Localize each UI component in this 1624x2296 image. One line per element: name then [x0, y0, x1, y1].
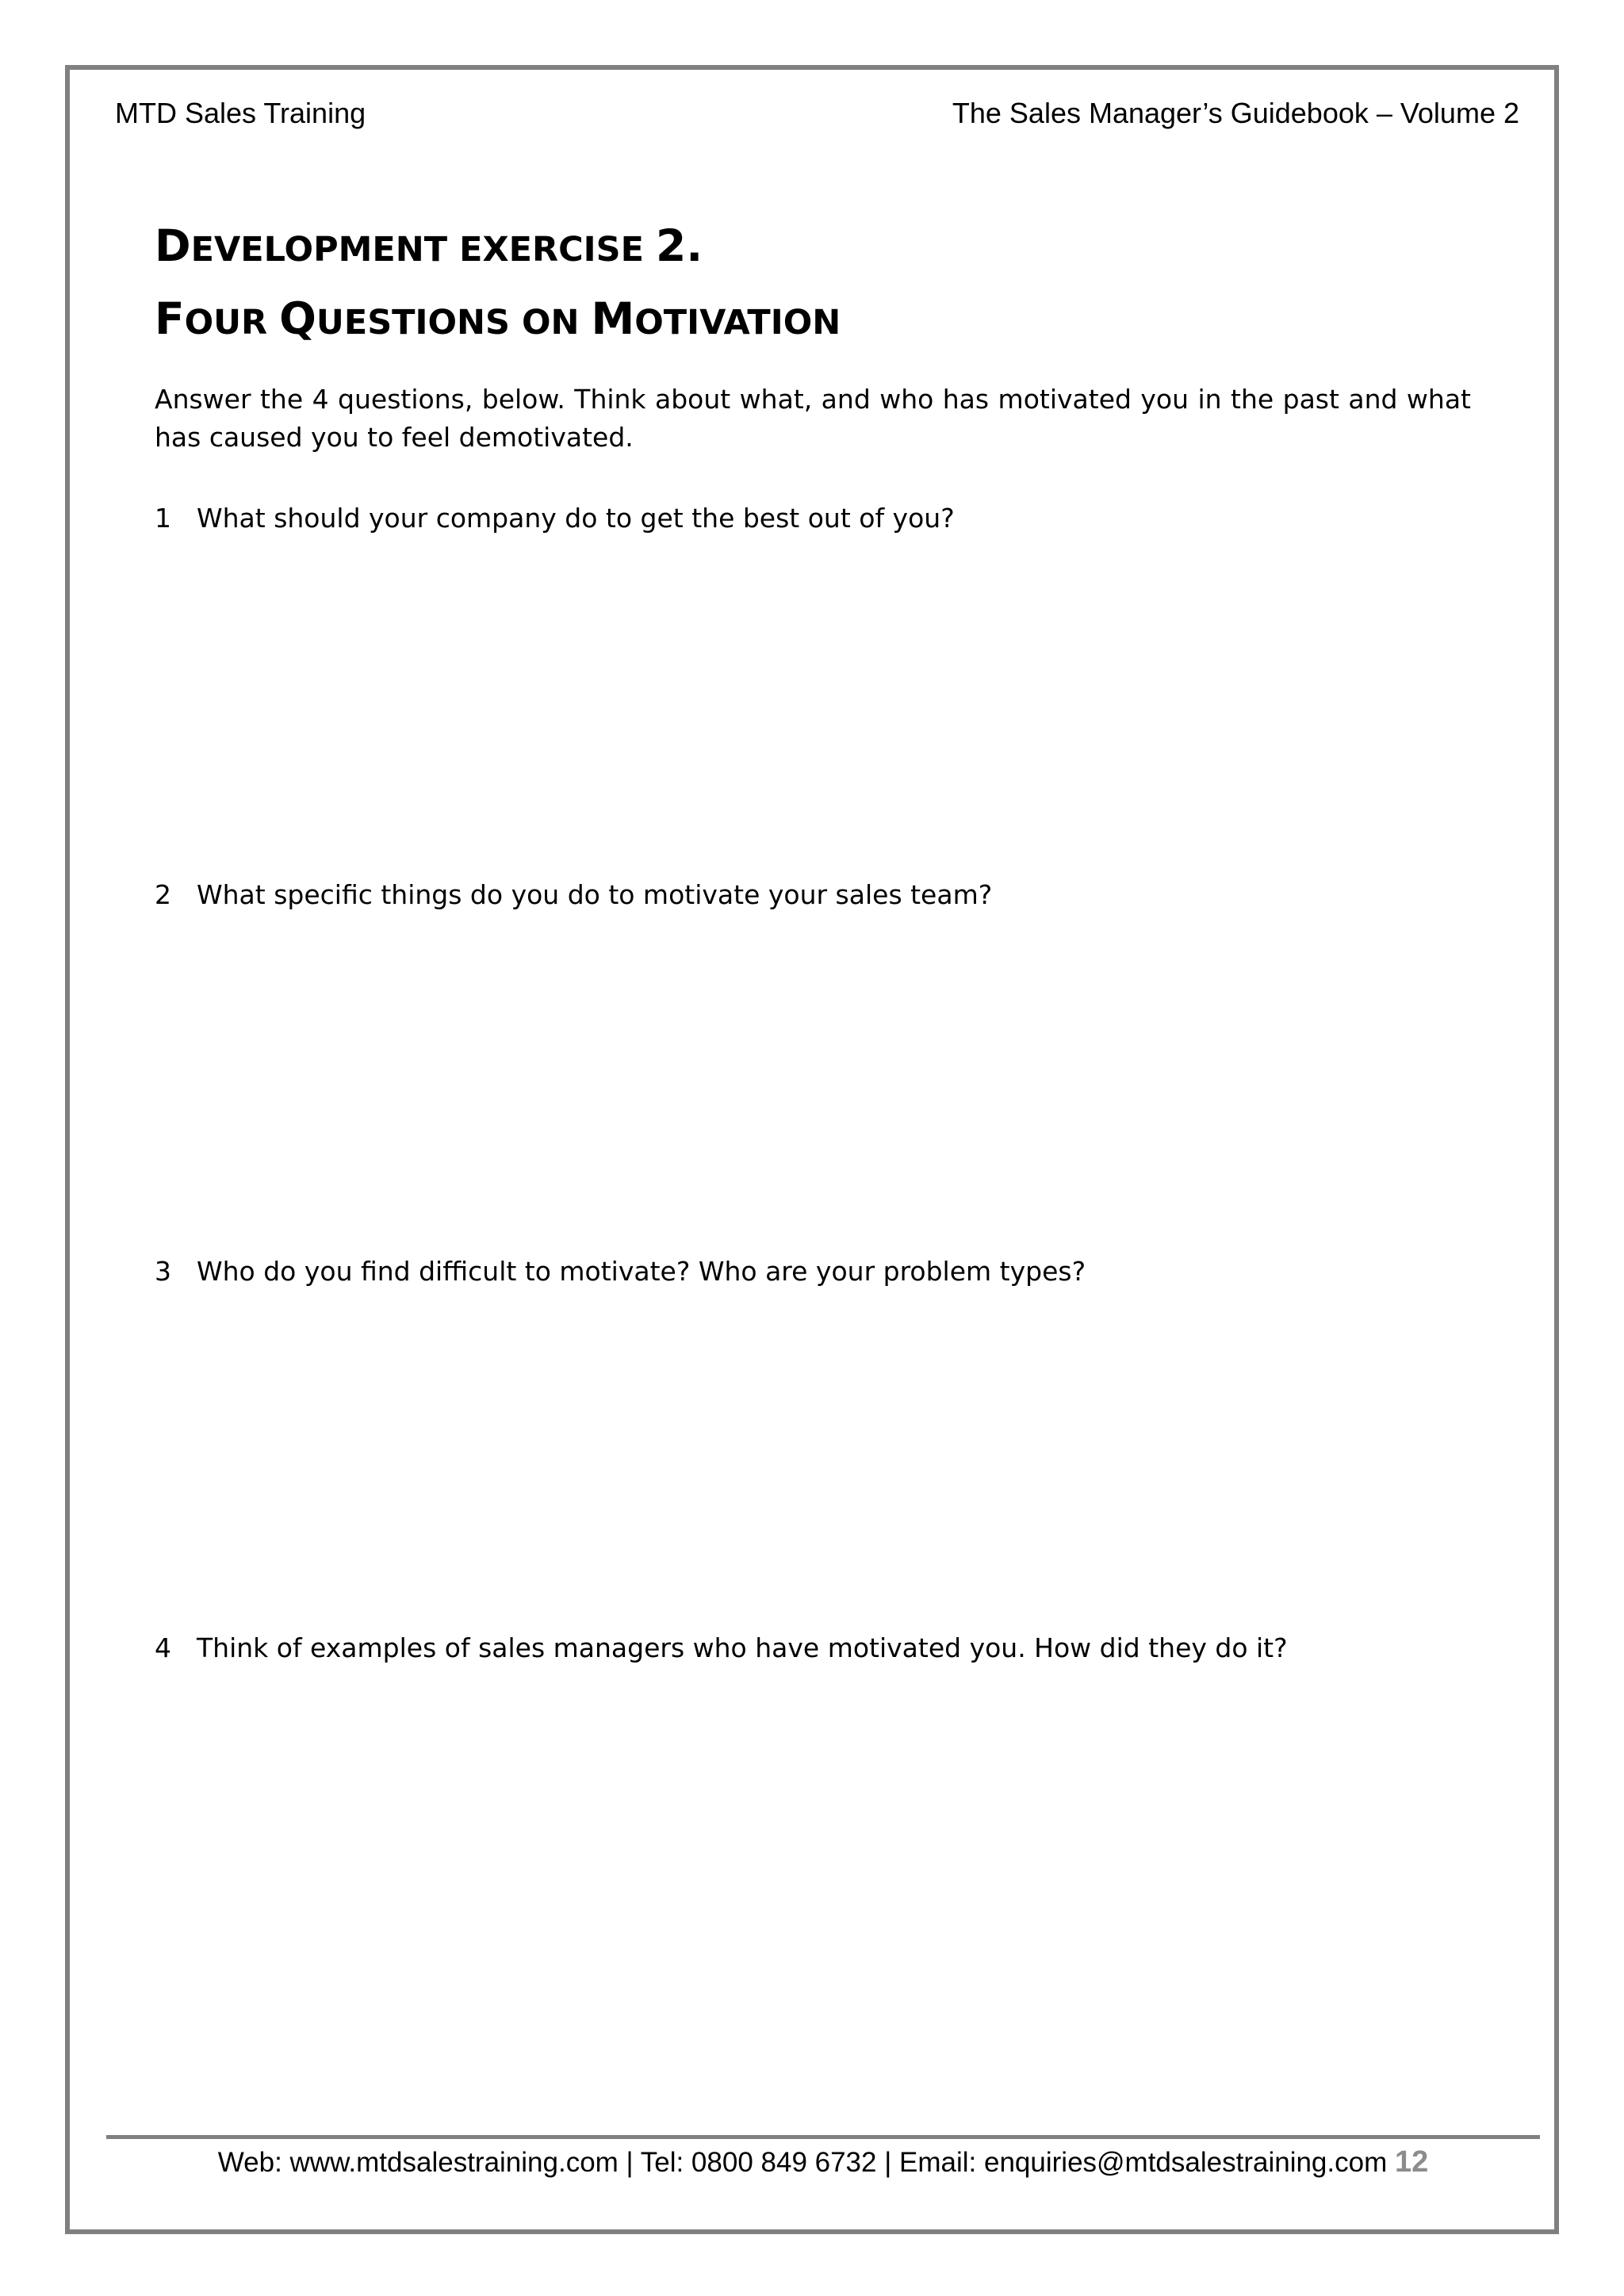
title-smallcaps: OTIVATION: [634, 303, 841, 342]
question-text: What should your company do to get the best out of you?: [197, 503, 955, 534]
page-footer: [106, 2145, 1540, 2179]
header-publisher: MTD Sales Training: [115, 97, 366, 129]
page-number: 12: [1394, 2145, 1429, 2179]
question-text: Think of examples of sales managers who have motivated you. How did they do it?: [197, 1632, 1288, 1663]
title-smallcaps: UESTIONS ON: [316, 303, 592, 342]
question-item: [155, 876, 1471, 914]
question-number: 1: [155, 503, 171, 534]
footer-contact: Web: www.mtdsalestraining.com | Tel: 0800 849 6732 | Email: enquiries@mtdsalestraining.com: [217, 2147, 1395, 2178]
title-cap: Q: [279, 293, 316, 344]
title-line-1: [155, 212, 841, 285]
question-number: 3: [155, 1256, 171, 1287]
title-line-2: [155, 285, 841, 358]
question-item: [155, 499, 1471, 538]
question-text: What specific things do you do to motivate your sales team?: [197, 879, 993, 910]
question-item: [155, 1629, 1471, 1667]
footer-divider: [106, 2135, 1540, 2139]
title-cap: 2.: [655, 220, 703, 271]
question-number: 4: [155, 1632, 171, 1663]
question-item: [155, 1253, 1471, 1291]
title-smallcaps: OUR: [184, 303, 280, 342]
question-number: 2: [155, 879, 171, 910]
title-smallcaps: EVELOPMENT EXERCISE: [190, 230, 656, 270]
page-title: [155, 212, 841, 358]
title-cap: M: [591, 293, 635, 344]
running-header: [115, 97, 1519, 136]
title-cap: F: [155, 293, 185, 344]
intro-paragraph: Answer the 4 questions, below. Think about what, and who has motivated you in the past and what has caused you to feel demotivated.: [155, 384, 1471, 453]
header-book-title: The Sales Manager’s Guidebook – Volume 2: [952, 97, 1519, 129]
title-cap: D: [155, 220, 191, 271]
question-text: Who do you find difficult to motivate? Who are your problem types?: [197, 1256, 1086, 1287]
